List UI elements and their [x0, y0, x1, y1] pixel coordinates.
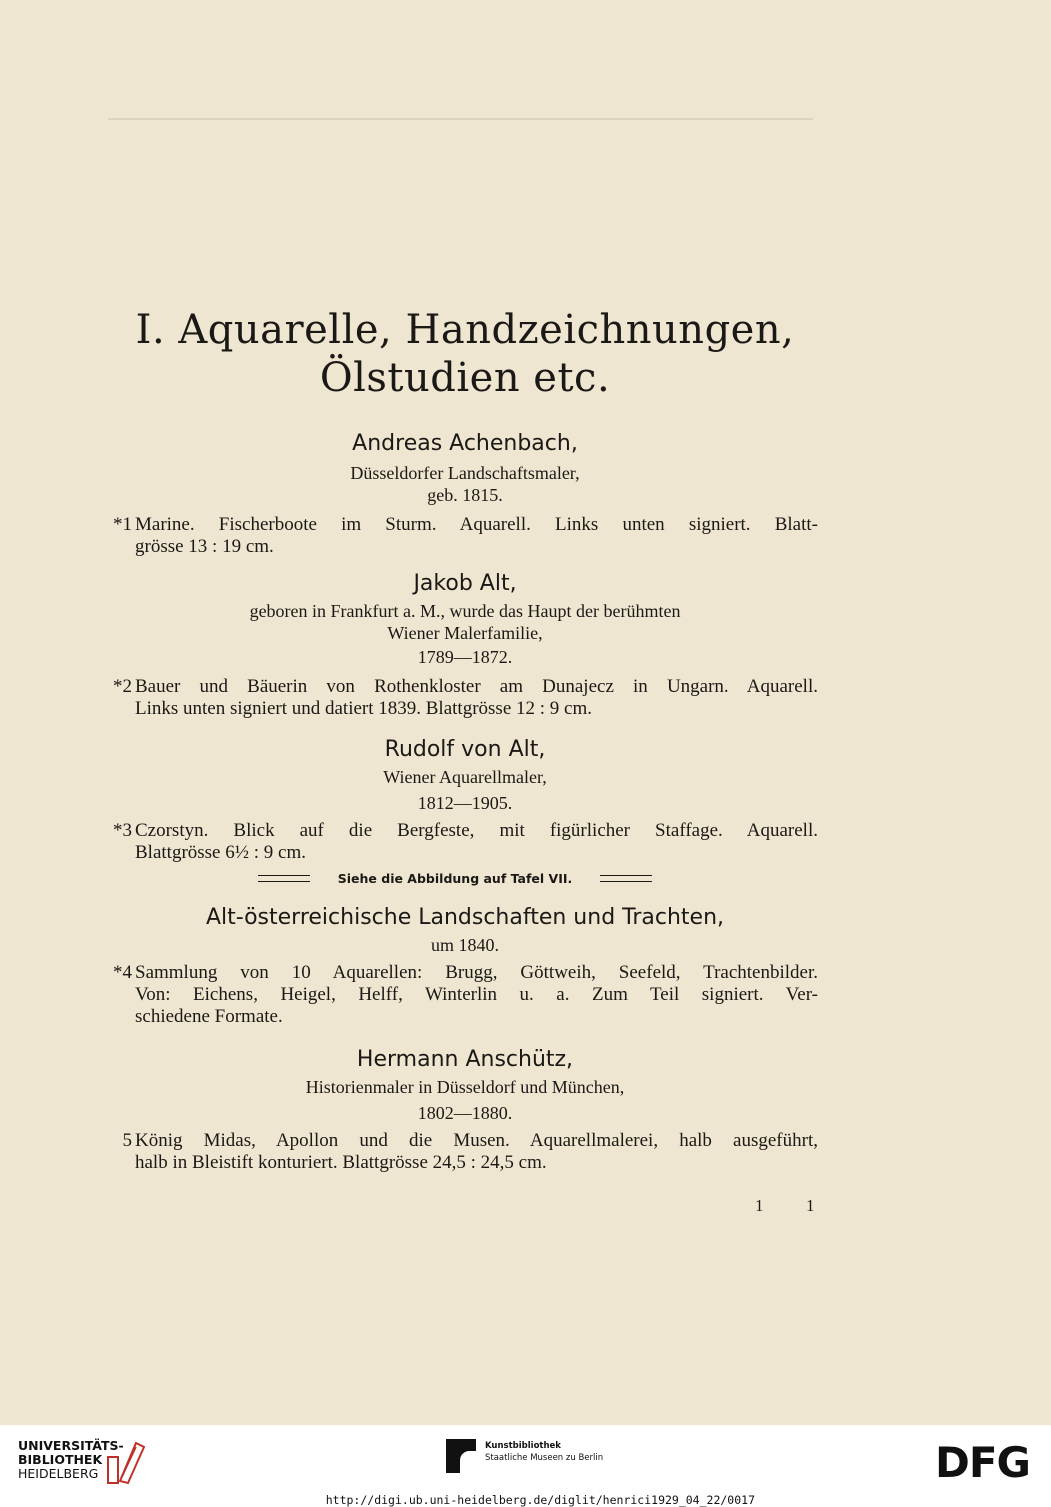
plate-reference [258, 868, 652, 888]
entry-text-line: Marine. Fischerboote im Sturm. Aquarell. Links unten signiert. Blatt- [135, 514, 818, 535]
ub-logo-line: HEIDELBERG [18, 1466, 99, 1481]
entry-text-line: Links unten signiert und datiert 1839. Blattgrösse 12 : 9 cm. [135, 698, 592, 719]
artist-info-line: Wiener Aquarellmaler, [383, 767, 547, 787]
entry-text-line: schiedene Formate. [135, 1006, 283, 1027]
bleed-through-rule [108, 118, 813, 120]
entry-text-line: Sammlung von 10 Aquarellen: Brugg, Göttweih, Seefeld, Trachtenbilder. [135, 962, 818, 983]
kunstbibliothek-logo[interactable] [485, 1440, 603, 1464]
entry-text-line: Bauer und Bäuerin von Rothenkloster am Dunajecz in Ungarn. Aquarell. [135, 676, 818, 697]
signature-mark: 1 [755, 1196, 764, 1215]
artist-info-line: um 1840. [430, 935, 499, 955]
entry-text-line: König Midas, Apollon und die Musen. Aquarellmalerei, halb ausgeführt, [135, 1130, 818, 1151]
artist-info-line: 1802—1880. [417, 1103, 513, 1123]
artist-info-line: geboren in Frankfurt a. M., wurde das Haupt der berühmten [249, 601, 681, 621]
entry-text-line: Blattgrösse 6½ : 9 cm. [135, 842, 306, 863]
double-rule-left [258, 875, 310, 882]
entry-number: *1 [113, 514, 132, 535]
page-title-line-1: I. Aquarelle, Handzeichnungen, [135, 307, 795, 353]
entry-text-line: grösse 13 : 19 cm. [135, 536, 274, 557]
artist-info-line: 1812—1905. [417, 793, 513, 813]
kunstbibliothek-emblem-icon [446, 1439, 476, 1473]
entry-number: *4 [113, 962, 132, 983]
entry-text-line: Von: Eichens, Heigel, Helff, Winterlin u. a. Zum Teil signiert. Ver- [135, 984, 818, 1005]
artist-info-line: Wiener Malerfamilie, [387, 623, 543, 643]
entry-number: *2 [113, 676, 132, 697]
artist-info-line: 1789—1872. [417, 647, 513, 667]
permalink-url[interactable]: http://digi.ub.uni-heidelberg.de/diglit/henrici1929_04_22/0017 [325, 1493, 755, 1507]
artist-info-line: geb. 1815. [427, 485, 503, 505]
artist-heading: Jakob Alt, [413, 571, 517, 596]
artist-info-line: Historienmaler in Düsseldorf und München, [305, 1077, 625, 1097]
entry-text-line: Czorstyn. Blick auf die Bergfeste, mit figürlicher Staffage. Aquarell. [135, 820, 818, 841]
artist-info-line: Düsseldorfer Landschaftsmaler, [350, 463, 580, 483]
dfg-logo[interactable]: DFG [935, 1438, 1031, 1487]
artist-heading: Andreas Achenbach, [352, 431, 578, 456]
entry-number: *3 [113, 820, 132, 841]
entry-number: 5 [122, 1130, 132, 1151]
artist-heading: Hermann Anschütz, [356, 1047, 574, 1072]
ub-logo-line: UNIVERSITÄTS- [18, 1438, 124, 1453]
double-rule-right [600, 875, 652, 882]
ub-emblem-icon [106, 1437, 146, 1485]
digitization-footer [0, 1425, 1051, 1505]
page-title-line-2: Ölstudien etc. [319, 355, 611, 401]
ub-logo-line: BIBLIOTHEK [18, 1452, 103, 1467]
entry-text-line: halb in Bleistift konturiert. Blattgrösse 24,5 : 24,5 cm. [135, 1152, 547, 1173]
kb-logo-line: Staatliche Museen zu Berlin [485, 1453, 604, 1463]
artist-heading: Alt-österreichische Landschaften und Trachten, [205, 905, 725, 930]
signature-mark: 1 [806, 1196, 815, 1215]
artist-heading: Rudolf von Alt, [384, 737, 546, 762]
plate-reference-text: Siehe die Abbildung auf Tafel VII. [337, 870, 573, 886]
kb-logo-line: Kunstbibliothek [485, 1441, 561, 1451]
